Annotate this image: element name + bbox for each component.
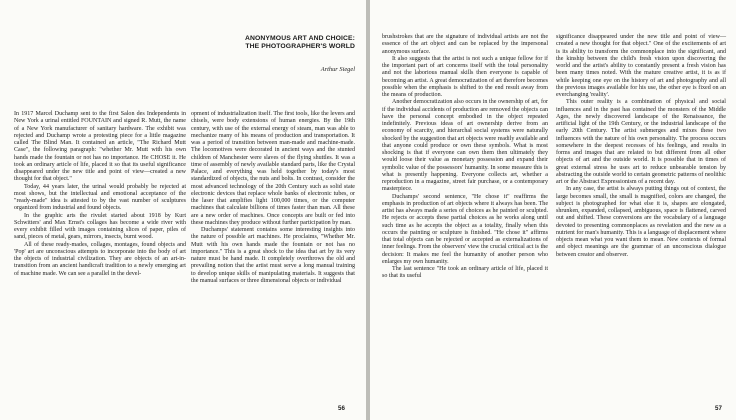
right-column-1	[382, 34, 548, 281]
paragraph: All of these ready-mades, collages, montages, found objects and 'Pop' art are unconscious attempts to incorporate into the body of art the objects of industrial civilization. They are objects of an art-in-transition from an ancient handicraft tradition to a newly emerging art of machine made. We can see a parallel in the devel-	[14, 241, 186, 277]
paragraph: significance disappeared under the new title and point of view—created a new thought for that object." One of the excitements of art is its ability to transform the commonplace into the significant, and the kinship between the child's fresh vision upon discovering the world and the artist's ability to constantly present a fresh vision has been many times noted. With the mature creative artist, it is as if while keeping one eye on the history of art and photography and all the previous images available for his use, the other eye is fixed on an everchanging 'reality'.	[556, 34, 726, 98]
paragraph: Today, 44 years later, the urinal would probably be rejected at most shows, but the intellectual and emotional acceptance of the "ready-made" idea is attested to by the vast number of sculptures organized from industrial and found objects.	[14, 183, 186, 212]
article-title-line-1: ANONYMOUS ART AND CHOICE:	[245, 35, 355, 42]
paragraph: In 1917 Marcel Duchamp sent to the first Salon des Independents in New York a urinal entitled FOUNTAIN and signed R. Mutt, the name of a New York manufacturer of sanitary hardware. The exhibit was rejected and Duchamp wrote a protesting piece for a little magazine called The Blind Man. It contained an article, "The Richard Mutt Case", the following paragraph: "whether Mr. Mutt with his own hands made the fountain or not has no importance. He CHOSE it. He took an ordinary article of life, placed it so that its useful significance disappeared under the new title and point of view—created a new thought for that object."	[14, 111, 186, 183]
left-page	[0, 0, 366, 420]
paragraph: opment of industrialization itself. The first tools, like the levers and chisels, were body extensions of human energies. By the 19th century, with use of the external energy of steam, man was able to mechanize many of his means of production and transportation. It was a period of transition between man-made and machine-made. The locomotives were decorated in ancient ways and the stunted children of Manchester were slaves of the flying shuttles. It was a time of assembly of newly available standard parts, like the Crystal Palace, and everything was held together by today's most standardized of objects, the nuts and bolts. In contrast, consider the most advanced technology of the 20th Century such as solid state electronic devices that replace whole banks of electronic tubes, or the laser that amplifies light 100,000 times, or the computer machines that calculate billions of times faster than man. All these are a new order of machines. Once concepts are built or fed into these machines they produce without further participation by man.	[191, 111, 355, 226]
paragraph: Another democratization also occurs in the ownership of art, for if the individual accidents of production are removed the objects can have the personal concept embodied in the object repeated indefinitely. Previous ideas of art ownership derive from an economy of scarcity, and hierarchal social systems were naturally shocked by the suggestion that art objects were readily available and that anyone could produce or own these symbols. What is most shocking is that if everyone can own them then ultimately they would loose their value as monetary possession and expand their symbolic value of the possessors' humanity. In some measure this is what is presently happening. Everyone collects art, whether a reproduction in a magazine, street fair purchase, or a contemporary masterpiece.	[382, 99, 548, 193]
article-title-line-2: THE PHOTOGRAPHER'S WORLD	[245, 43, 355, 50]
paragraph: It also suggests that the artist is not such a unique fellow for if the important part of art concerns itself with the total personality and not the laborious manual skills then everyone is capable of becoming an artist. A great democratization of art therefore becomes possible when the emphasis is shifted to the end result away from the means of production.	[382, 55, 548, 98]
page-number-left: 56	[338, 405, 345, 412]
article-author: Arthur Siegel	[320, 66, 355, 73]
paragraph: Duchamps' second sentence, "He chose it" reaffirms the emphasis in production of art objects where it always has been. The artist has always made a series of choices as he painted or sculpted. He rejects or accepts these partial choices as he works along until such time as he accepts the object as a totality, finally when this occurs the painting or sculpture is finished. "He chose it" affirms that total objects can be rejected or accepted as externalizations of inner feelings. From the observers' view the crucial critical act is the decision: It makes me feel the humanity of another person who enlarges my own humanity.	[382, 193, 548, 265]
left-column-2	[191, 111, 355, 285]
paragraph: brushstrokes that are the signature of individual artists are not the essence of the art object and can be replaced by the impersonal anonymous surface.	[382, 34, 548, 55]
right-page	[370, 0, 736, 420]
page-number-right: 57	[715, 405, 722, 412]
right-column-2	[556, 34, 726, 259]
paragraph: The last sentence "He took an ordinary article of life, placed it so that its useful	[382, 266, 548, 280]
article-title	[215, 35, 355, 51]
paragraph: Duchamps' statement contains some interesting insights into the nature of possible art machines. He proclaims, "Whether Mr. Mutt with his own hands made the fountain or not has no importance." This is a great shock to the idea that art by its very nature must be hand made. It completely overthrows the old and prevailing notion that the artist must serve a long manual training to develop unique skills of manipulating materials. It suggests that the manual surfaces or three dimensional objects or individual	[191, 227, 355, 284]
paragraph: In the graphic arts the rivulet started about 1918 by Kurt Schwitters' and Max Ernst's collages has become a wide river with every exhibit filled with images containing slices of paper, piles of sand, pieces of metal, gears, mirrors, insects, burnt wood.	[14, 212, 186, 241]
paragraph: This outer reality is a combination of physical and social influences and in the past has contained the monsters of the Middle Ages, the newly discovered landscape of the Renaissance, the artificial light of the 19th Century, or the industrial landscape of the early 20th Century. The artist submerges and mixes these two influences with the nature of his own personality. The process occurs somewhere in the deepest recesses of his feelings, and results in forms and images that are related to but different from all other objects of art and the outside world. It is possible that in times of great external stress he uses art to reduce unbearable tension by abstracting the outside world to certain geometric patterns of neolithic art or the Abstract Expressionism of a recent day.	[556, 99, 726, 185]
left-column-1	[14, 111, 186, 278]
paragraph: In any case, the artist is always putting things out of context, the large becomes small, the small is magnified, colors are changed, the subject is photographed for what else it is, shapes are elongated, shrunken, expanded, collapsed, ambiguous, space is flattened, carved out and shifted. These conversions are the vocabulary of a language devoted to presenting commonplaces as revelation and the new as a nutrient for man's humanity. This is a language of displacement where objects mean what you want them to mean. New contexts of formal and object meanings are the grammar of an unconscious dialogue between creator and observer.	[556, 186, 726, 258]
